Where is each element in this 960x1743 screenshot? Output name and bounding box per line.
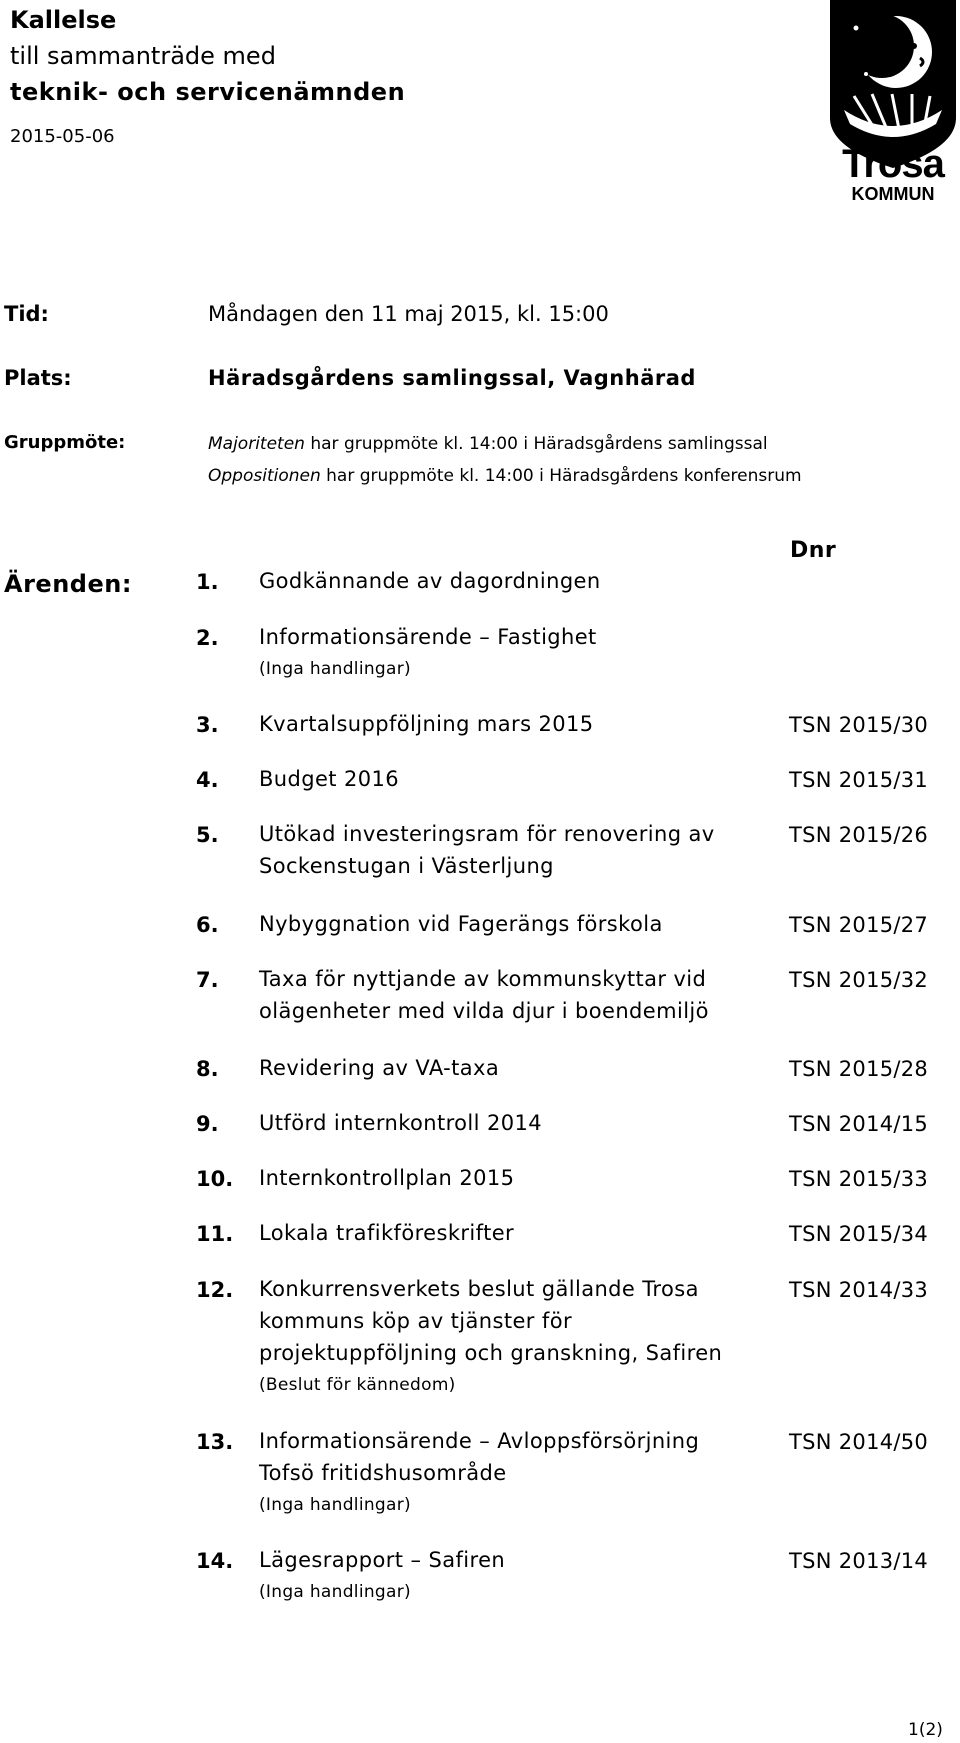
agenda-item-title: Utförd internkontroll 2014 [259, 1111, 542, 1135]
agenda-item-number: 5. [196, 823, 219, 847]
agenda-item-dnr: TSN 2015/28 [789, 1057, 929, 1081]
agenda-item-dnr: TSN 2015/32 [789, 968, 929, 992]
agenda-item-title: Lägesrapport – Safiren [259, 1548, 506, 1572]
agenda-item-dnr: TSN 2014/15 [789, 1112, 929, 1136]
agenda-item-title: Godkännande av dagordningen [259, 569, 601, 593]
agenda-item-dnr: TSN 2015/34 [789, 1222, 929, 1246]
agenda-item-note: (Inga handlingar) [259, 659, 411, 679]
agenda-item-dnr: TSN 2015/26 [789, 823, 929, 847]
agenda-item-title: Budget 2016 [259, 767, 400, 791]
agenda-item-number: 10. [196, 1167, 234, 1191]
agenda-item-number: 9. [196, 1112, 219, 1136]
agenda-item-number: 11. [196, 1222, 234, 1246]
agenda-item-title: Lokala trafikföreskrifter [259, 1221, 515, 1245]
agenda-item-title: Revidering av VA-taxa [259, 1056, 500, 1080]
gruppmote-label: Gruppmöte: [4, 432, 126, 453]
gruppmote-opposition-text: har gruppmöte kl. 14:00 i Häradsgårdens konferensrum [320, 466, 802, 486]
agenda-item-number: 2. [196, 626, 219, 650]
agenda-item-number: 14. [196, 1549, 234, 1573]
gruppmote-opposition [208, 466, 802, 486]
logo-wordmark: Trosa [842, 142, 944, 186]
gruppmote-opposition-party: Oppositionen [208, 466, 321, 486]
agenda-item-title: Informationsärende – Fastighet [259, 625, 597, 649]
plats-value: Häradsgårdens samlingssal, Vagnhärad [208, 366, 696, 390]
agenda-item-number: 3. [196, 713, 219, 737]
arenden-label: Ärenden: [4, 570, 132, 598]
agenda-item-note: (Beslut för kännedom) [259, 1375, 456, 1395]
gruppmote-majority [208, 434, 768, 454]
gruppmote-majority-party: Majoriteten [208, 434, 305, 454]
tid-label: Tid: [4, 302, 49, 326]
trosa-kommun-logo [826, 0, 960, 208]
agenda-item-number: 8. [196, 1057, 219, 1081]
agenda-item-number: 1. [196, 570, 219, 594]
agenda-item-dnr: TSN 2013/14 [789, 1549, 929, 1573]
document-subtitle-line1: till sammanträde med [10, 42, 276, 70]
agenda-item-number: 6. [196, 913, 219, 937]
agenda-item-title: Informationsärende – Avloppsförsörjning [259, 1429, 700, 1453]
document-title: Kallelse [10, 6, 117, 34]
agenda-item-number: 4. [196, 768, 219, 792]
agenda-item-note: (Inga handlingar) [259, 1495, 411, 1515]
agenda-item-title: Konkurrensverkets beslut gällande Trosa [259, 1277, 699, 1301]
agenda-item-number: 13. [196, 1430, 234, 1454]
agenda-item-title: Taxa för nyttjande av kommunskyttar vid [259, 967, 707, 991]
agenda-item-title: kommuns köp av tjänster för [259, 1309, 572, 1333]
agenda-item-title: Nybyggnation vid Fagerängs förskola [259, 912, 663, 936]
agenda-item-title: Kvartalsuppföljning mars 2015 [259, 712, 594, 736]
agenda-item-title: Internkontrollplan 2015 [259, 1166, 515, 1190]
agenda-item-dnr: TSN 2015/31 [789, 768, 929, 792]
agenda-item-title: projektuppföljning och granskning, Safiren [259, 1341, 723, 1365]
agenda-item-note: (Inga handlingar) [259, 1582, 411, 1602]
agenda-item-dnr: TSN 2015/27 [789, 913, 929, 937]
agenda-item-number: 7. [196, 968, 219, 992]
agenda-item-dnr: TSN 2014/33 [789, 1278, 929, 1302]
agenda-item-dnr: TSN 2015/33 [789, 1167, 929, 1191]
agenda-item-title: Utökad investeringsram för renovering av [259, 822, 715, 846]
plats-label: Plats: [4, 366, 72, 390]
agenda-item-title: olägenheter med vilda djur i boendemiljö [259, 999, 709, 1023]
document-subtitle-line2: teknik- och servicenämnden [10, 78, 406, 106]
logo-subtext: KOMMUN [851, 184, 935, 204]
agenda-item-title: Tofsö fritidshusområde [259, 1461, 507, 1485]
agenda-item-dnr: TSN 2014/50 [789, 1430, 929, 1454]
dnr-column-header: Dnr [790, 538, 837, 563]
agenda-item-title: Sockenstugan i Västerljung [259, 854, 554, 878]
tid-value: Måndagen den 11 maj 2015, kl. 15:00 [208, 302, 609, 326]
page-number: 1(2) [908, 1720, 943, 1740]
document-date: 2015-05-06 [10, 126, 115, 147]
agenda-item-dnr: TSN 2015/30 [789, 713, 929, 737]
gruppmote-majority-text: har gruppmöte kl. 14:00 i Häradsgårdens samlingssal [304, 434, 768, 454]
agenda-item-number: 12. [196, 1278, 234, 1302]
